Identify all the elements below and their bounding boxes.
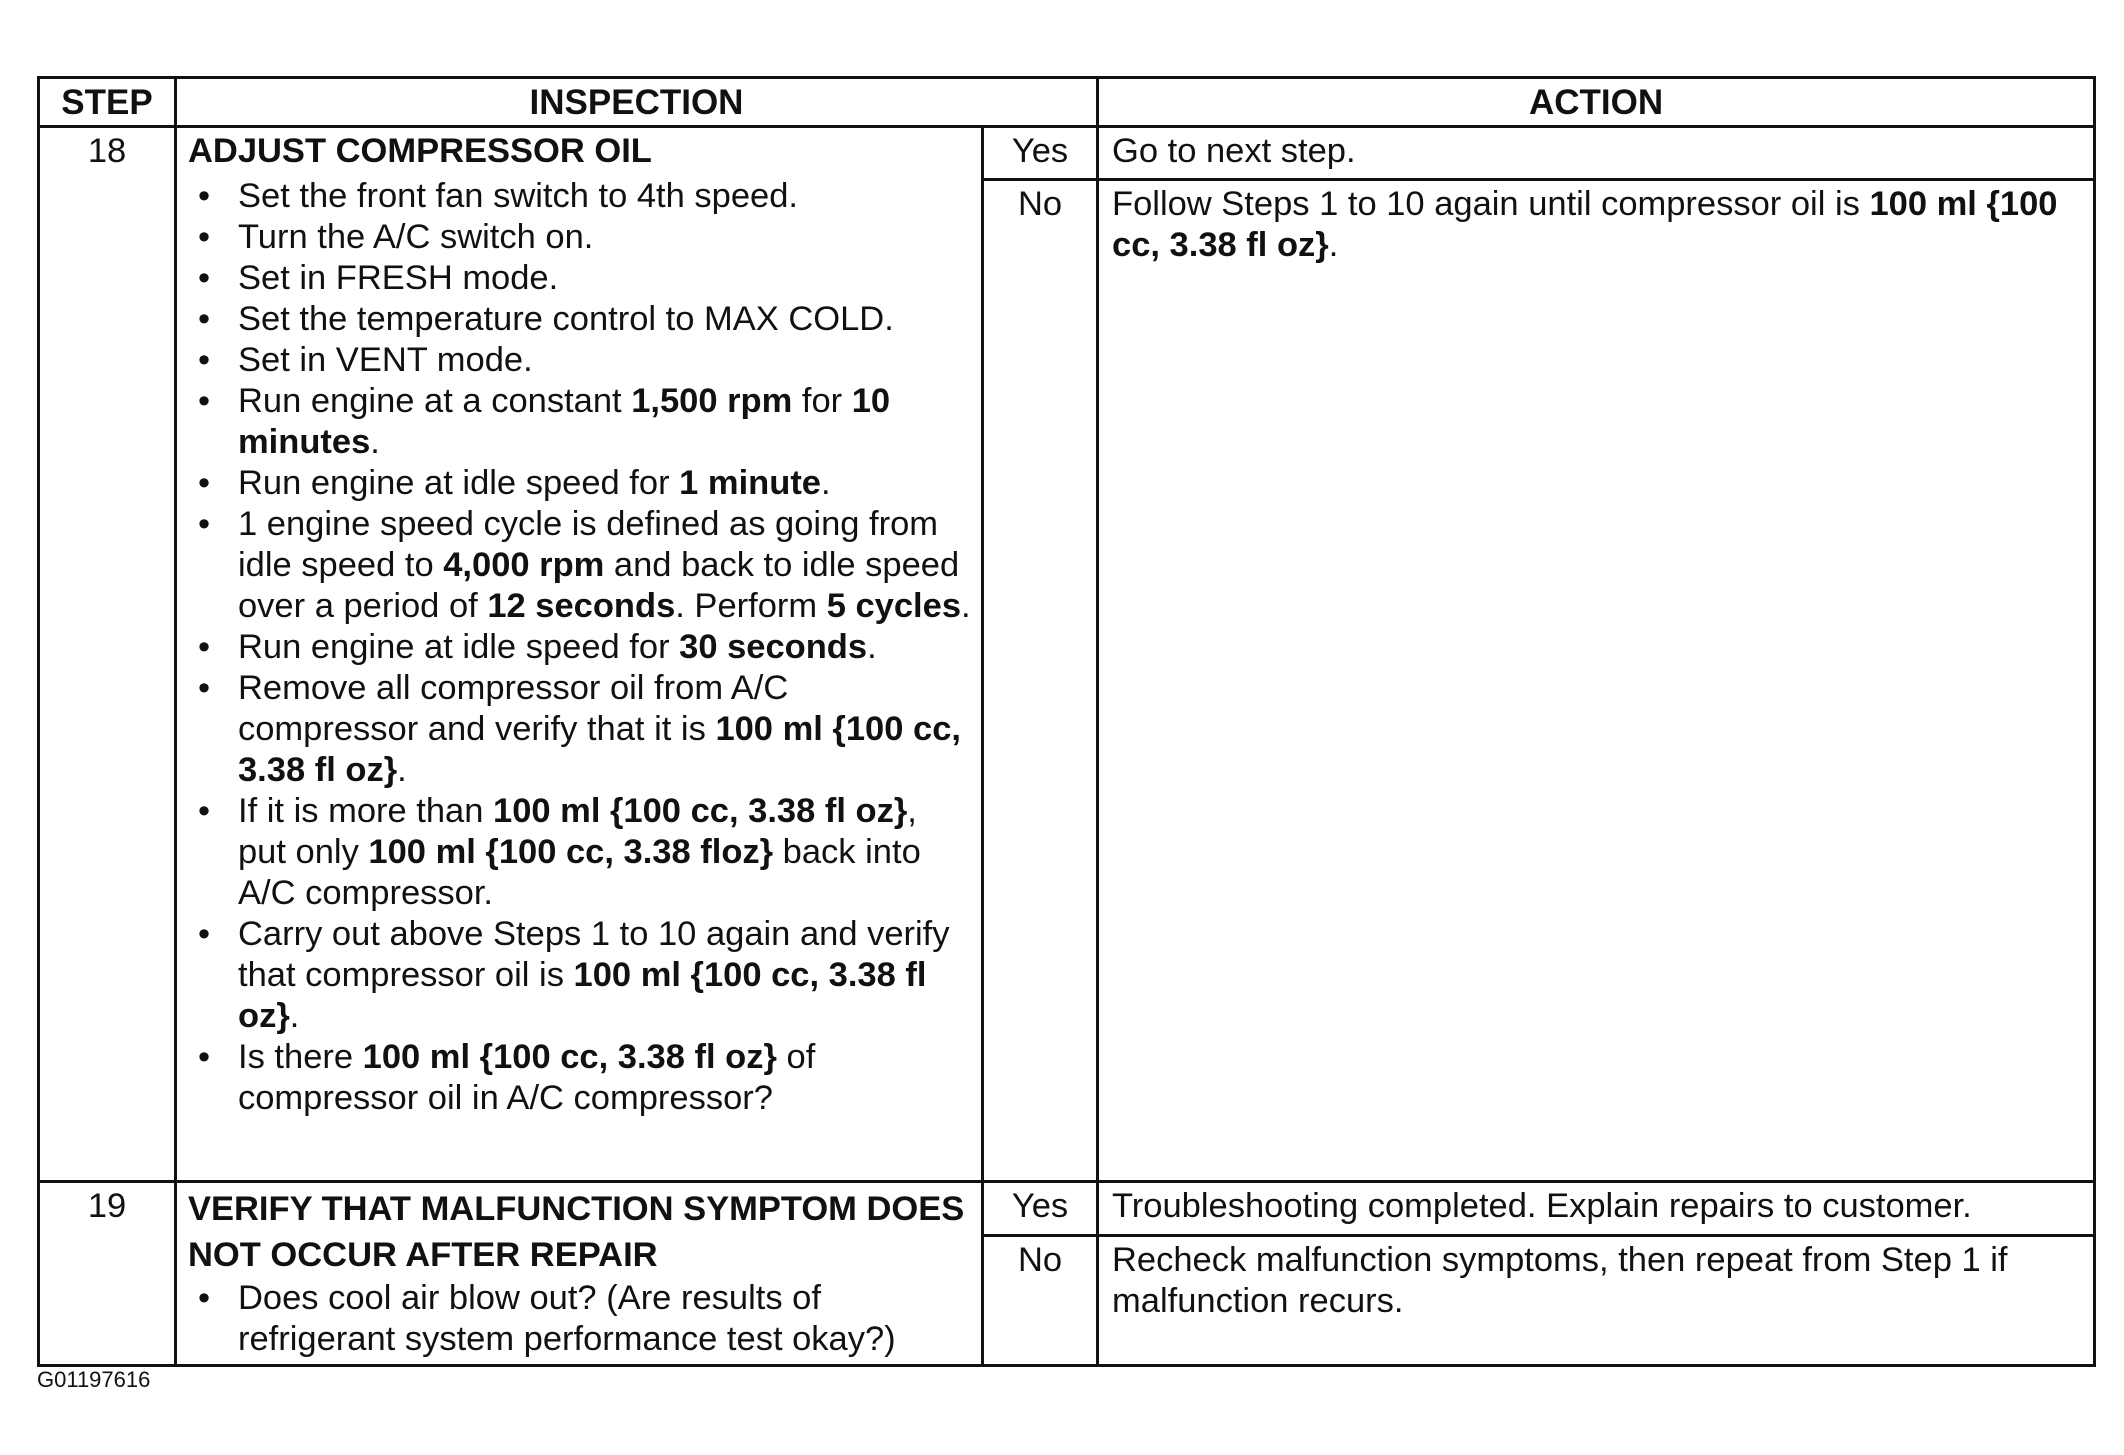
- yes-label: Yes: [983, 1182, 1098, 1236]
- step-number: 19: [39, 1182, 176, 1366]
- step-title: ADJUST COMPRESSOR OIL: [188, 132, 652, 170]
- no-action: Follow Steps 1 to 10 again until compressor oil is 100 ml {100 cc, 3.38 fl oz}.: [1098, 180, 2095, 1182]
- step-19-bullet-list: [188, 1278, 971, 1360]
- step-18-yes-row: [39, 127, 2095, 180]
- figure-code: G01197616: [37, 1367, 151, 1392]
- step-title: VERIFY THAT MALFUNCTION SYMPTOM DOES NOT OCCUR AFTER REPAIR: [188, 1190, 965, 1274]
- list-item: • Set the temperature control to MAX COLD.: [188, 299, 971, 340]
- step-19-yes-row: [39, 1182, 2095, 1236]
- troubleshooting-table: [37, 76, 2096, 1367]
- list-item: • Set in FRESH mode.: [188, 258, 971, 299]
- header-row: [39, 78, 2095, 127]
- list-item: • Set the front fan switch to 4th speed.: [188, 176, 971, 217]
- header-action: ACTION: [1098, 78, 2095, 127]
- list-item: • 1 engine speed cycle is defined as going from idle speed to 4,000 rpm and back to idle speed over a period of 12 seconds. Perform 5 cycles.: [188, 504, 971, 627]
- list-item: • Remove all compressor oil from A/C compressor and verify that it is 100 ml {100 cc, 3.38 fl oz}.: [188, 668, 971, 791]
- no-action: Recheck malfunction symptoms, then repeat from Step 1 if malfunction recurs.: [1098, 1236, 2095, 1366]
- header-step: STEP: [39, 78, 176, 127]
- list-item: • Is there 100 ml {100 cc, 3.38 fl oz} of compressor oil in A/C compressor?: [188, 1037, 971, 1119]
- step-number: 18: [39, 127, 176, 1182]
- step-18-bullet-list: [188, 176, 971, 1119]
- list-item: • Turn the A/C switch on.: [188, 217, 971, 258]
- no-label: No: [983, 180, 1098, 1182]
- yes-action: Troubleshooting completed. Explain repairs to customer.: [1098, 1182, 2095, 1236]
- yes-action: Go to next step.: [1098, 127, 2095, 180]
- step-18-inspection: [176, 127, 983, 1182]
- no-label: No: [983, 1236, 1098, 1366]
- list-item: • Carry out above Steps 1 to 10 again and verify that compressor oil is 100 ml {100 cc, 3.38 fl oz}.: [188, 914, 971, 1037]
- list-item: • If it is more than 100 ml {100 cc, 3.38 fl oz}, put only 100 ml {100 cc, 3.38 floz} back into A/C compressor.: [188, 791, 971, 914]
- list-item: • Run engine at a constant 1,500 rpm for 10 minutes.: [188, 381, 971, 463]
- list-item: • Set in VENT mode.: [188, 340, 971, 381]
- list-item: • Run engine at idle speed for 30 seconds.: [188, 627, 971, 668]
- list-item: • Does cool air blow out? (Are results of refrigerant system performance test okay?): [188, 1278, 971, 1360]
- step-19-inspection: [176, 1182, 983, 1366]
- list-item: • Run engine at idle speed for 1 minute.: [188, 463, 971, 504]
- header-inspection: INSPECTION: [176, 78, 1098, 127]
- yes-label: Yes: [983, 127, 1098, 180]
